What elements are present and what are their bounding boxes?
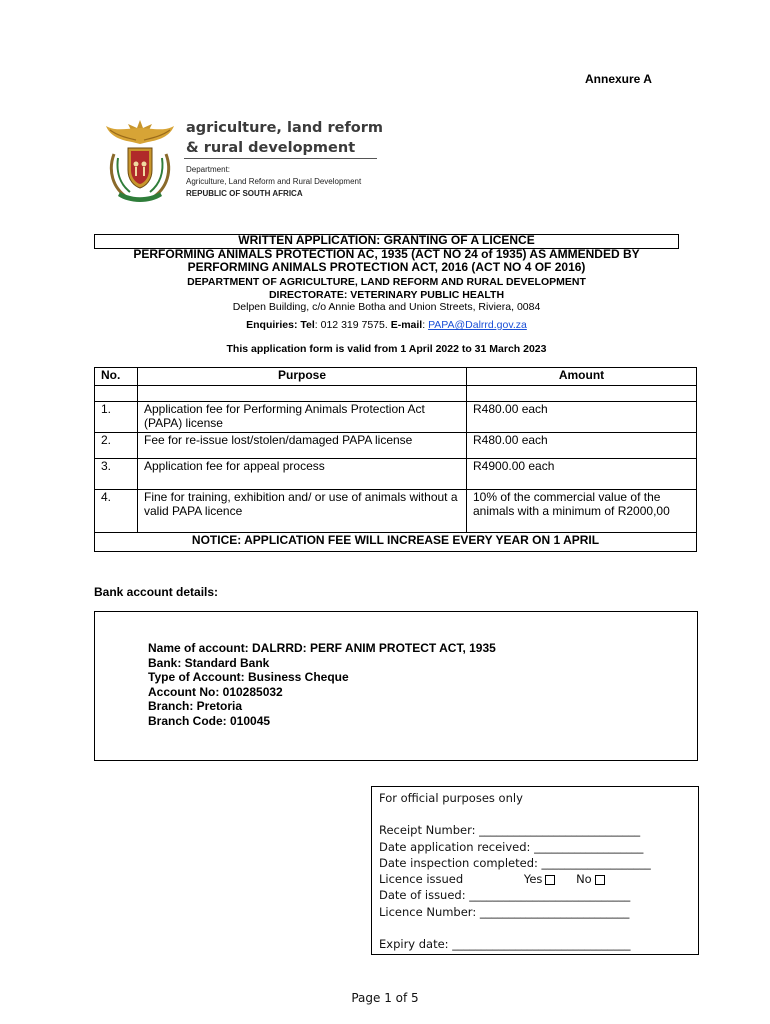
department-name-line1: agriculture, land reform: [186, 120, 383, 136]
official-use-heading: For official purposes only: [379, 791, 523, 805]
bank-details: [148, 641, 496, 729]
fees-table: [94, 367, 697, 552]
enquiries-label: Enquiries: Tel: [246, 319, 315, 331]
department-label: Department:: [186, 165, 231, 174]
form-title: WRITTEN APPLICATION: GRANTING OF A LICENCE: [238, 233, 535, 247]
table-row: [95, 433, 697, 459]
licence-issued-row: [379, 871, 651, 887]
account-name: Name of account: DALRRD: PERF ANIM PROTECT ACT, 1935: [148, 641, 496, 655]
row-amount: R480.00 each: [467, 402, 697, 433]
yes-checkbox[interactable]: [545, 875, 555, 885]
table-header-row: [95, 368, 697, 386]
account-number: Account No: 010285032: [148, 684, 283, 699]
branch-code: Branch Code: 010045: [148, 713, 271, 728]
validity-notice: This application form is valid from 1 April 2022 to 31 March 2023: [226, 343, 547, 355]
row-number: 2.: [95, 433, 138, 459]
fee-increase-notice: NOTICE: APPLICATION FEE WILL INCREASE EVERY YEAR ON 1 APRIL: [95, 533, 697, 552]
row-purpose: Fee for re-issue lost/stolen/damaged PAPA license: [138, 433, 467, 459]
row-purpose: Application fee for appeal process: [138, 459, 467, 490]
row-purpose: Application fee for Performing Animals Protection Act (PAPA) license: [138, 402, 467, 433]
table-row: [95, 490, 697, 533]
date-issued-field[interactable]: Date of issued: ____________________________: [379, 888, 631, 903]
page-number: Page 1 of 5: [351, 991, 419, 1005]
row-number: 4.: [95, 490, 138, 533]
department-name: [186, 118, 383, 158]
coat-of-arms-icon: [100, 114, 180, 206]
annexure-label: Annexure A: [585, 72, 652, 86]
licence-issued-label: Licence issued: [379, 872, 464, 887]
bank-details-heading: Bank account details:: [94, 585, 219, 599]
department-name-line2: & rural development: [186, 140, 356, 156]
country-name: REPUBLIC OF SOUTH AFRICA: [186, 189, 303, 198]
notice-row: [95, 533, 697, 552]
act-line-1: PERFORMING ANIMALS PROTECTION AC, 1935 (ACT NO 24 of 1935) AS AMMENDED BY: [133, 247, 640, 261]
no-checkbox[interactable]: [595, 875, 605, 885]
act-line-2: PERFORMING ANIMALS PROTECTION ACT, 2016 (ACT NO 4 OF 2016): [187, 260, 586, 274]
yes-label: Yes: [523, 872, 543, 887]
email-link[interactable]: PAPA@Dalrrd.gov.za: [428, 319, 527, 331]
column-header-amount: Amount: [467, 368, 697, 386]
enquiries: [94, 319, 679, 332]
department-subtitle: [186, 164, 361, 200]
table-spacer-row: [95, 386, 697, 402]
row-amount: 10% of the commercial value of the animals with a minimum of R2000,00: [467, 490, 697, 533]
expiry-date-field[interactable]: Expiry date: _______________________________: [379, 937, 631, 952]
address: Delpen Building, c/o Annie Botha and Union Streets, Riviera, 0084: [232, 301, 541, 313]
department-full-name: Agriculture, Land Reform and Rural Development: [186, 177, 362, 186]
row-number: 3.: [95, 459, 138, 490]
licence-number-field[interactable]: Licence Number: __________________________: [379, 904, 630, 919]
table-row: [95, 402, 697, 433]
enquiries-tel: : 012 319 7575.: [314, 319, 391, 331]
date-inspection-field[interactable]: Date inspection completed: ___________________: [379, 855, 651, 870]
receipt-number-field[interactable]: Receipt Number: ____________________________: [379, 823, 641, 838]
no-label: No: [576, 872, 592, 887]
header-divider: [184, 158, 377, 159]
column-header-purpose: Purpose: [138, 368, 467, 386]
row-amount: R4900.00 each: [467, 459, 697, 490]
table-row: [95, 459, 697, 490]
department-heading: DEPARTMENT OF AGRICULTURE, LAND REFORM AND RURAL DEVELOPMENT: [187, 276, 586, 288]
email-label: E-mail: [390, 319, 423, 331]
row-number: 1.: [95, 402, 138, 433]
column-header-no: No.: [95, 368, 138, 386]
directorate-heading: DIRECTORATE: VETERINARY PUBLIC HEALTH: [268, 289, 505, 301]
row-amount: R480.00 each: [467, 433, 697, 459]
bank-name: Bank: Standard Bank: [148, 655, 270, 670]
email-colon: :: [422, 319, 429, 331]
account-type: Type of Account: Business Cheque: [148, 670, 349, 685]
row-purpose: Fine for training, exhibition and/ or use of animals without a valid PAPA licence: [138, 490, 467, 533]
official-use-fields: [379, 790, 651, 952]
date-received-field[interactable]: Date application received: ___________________: [379, 839, 644, 854]
branch-name: Branch: Pretoria: [148, 699, 243, 714]
